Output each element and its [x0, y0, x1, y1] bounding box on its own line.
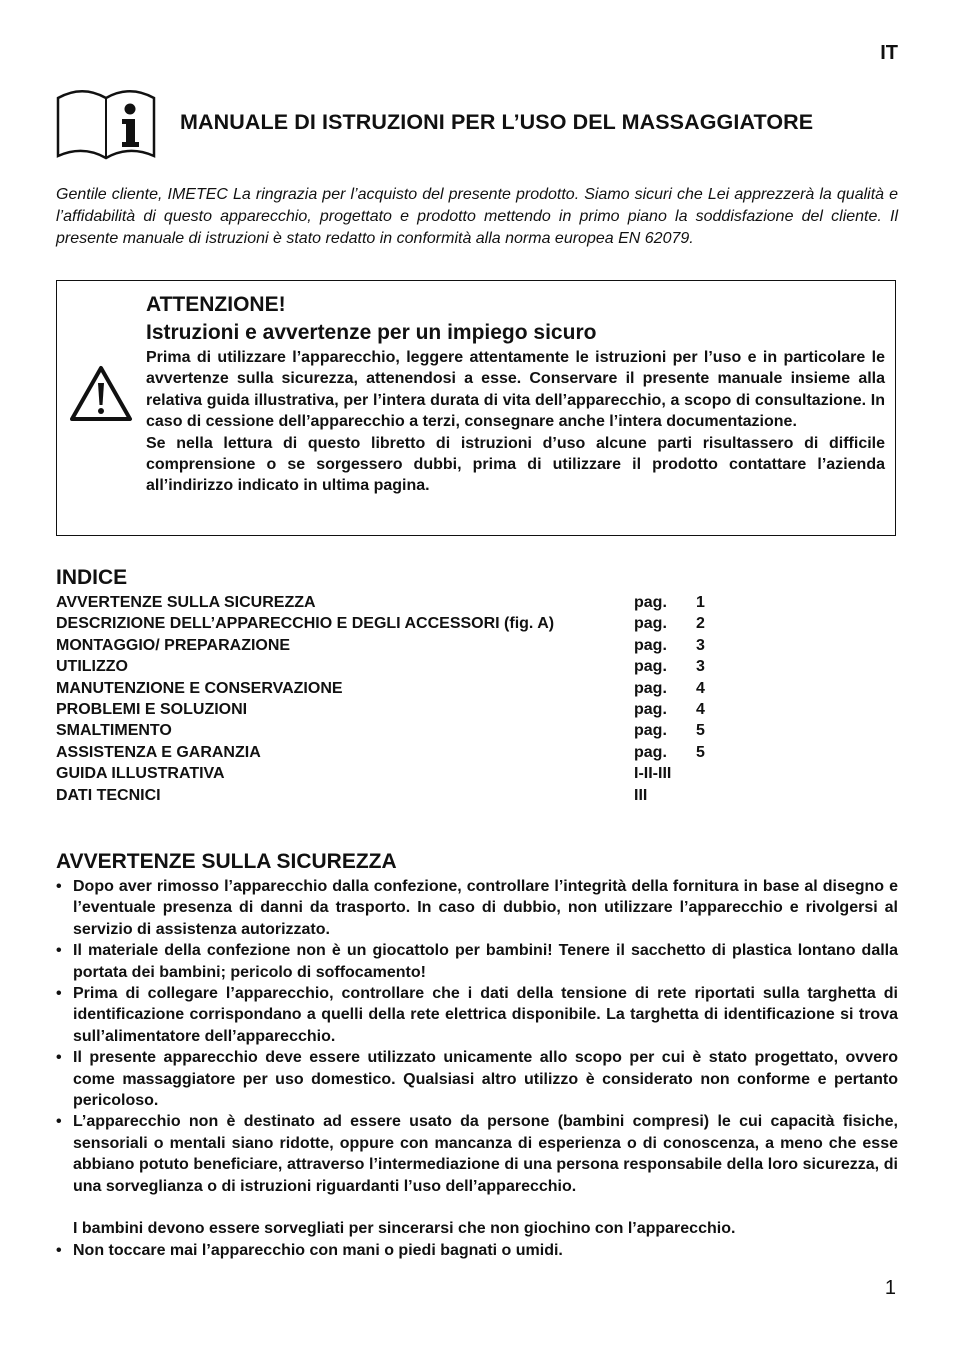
- index-entry-pag: III: [634, 786, 648, 804]
- safety-list: [56, 876, 898, 1261]
- manual-title: MANUALE DI ISTRUZIONI PER L’USO DEL MASSAGGIATORE: [180, 109, 814, 134]
- index-entry-pag: pag.: [634, 636, 667, 654]
- index-section: [56, 564, 756, 806]
- bullet-icon: •: [56, 1113, 62, 1131]
- index-title: INDICE: [56, 566, 128, 589]
- bullet-icon: •: [56, 942, 62, 960]
- warning-paragraph: Prima di utilizzare l’apparecchio, leggere attentamente le istruzioni per l’uso e in particolare le avvertenze sulla sicurezza, attenendosi a esse. Conservare il presente manuale insieme alla relativa guida illustrativa, per l’intera durata di vita dell’apparecchio, a scopo di consultazione. In caso di cessione dell’apparecchio a terzi, consegnare anche l’intera documentazione.: [146, 349, 885, 431]
- index-entry-page: [696, 763, 736, 784]
- safety-item-text: Dopo aver rimosso l’apparecchio dalla confezione, controllare l’integrità della fornitura in base al disegno e l’eventuale presenza di danni da trasporto. In caso di dubbio, non utilizzare l’apparecchio e rivolgersi al servizio di assistenza autorizzato.: [73, 878, 898, 938]
- index-entry-label: UTILIZZO: [56, 658, 128, 676]
- index-entry: [56, 656, 756, 677]
- index-entry: [56, 785, 756, 806]
- index-entry-pag: pag.: [634, 594, 667, 611]
- index-entry-label: AVVERTENZE SULLA SICUREZZA: [56, 594, 316, 611]
- warning-triangle-icon: [69, 365, 133, 423]
- index-entry-label: DESCRIZIONE DELL’APPARECCHIO E DEGLI ACCESSORI (fig. A): [56, 615, 555, 633]
- index-entry-label: GUIDA ILLUSTRATIVA: [56, 765, 225, 783]
- index-entry-pag: pag.: [634, 743, 667, 761]
- bullet-icon: •: [56, 985, 62, 1003]
- index-entry-page: 2: [696, 615, 705, 633]
- index-entry: [56, 678, 756, 699]
- index-entry-page: 4: [696, 679, 705, 697]
- intro-paragraph: Gentile cliente, IMETEC La ringrazia per l’acquisto del presente prodotto. Siamo sicuri che Lei apprezzerà la qualità e l’affidabilità di questo apparecchio, progettato e prodotto mettendo in primo piano la soddisfazione del cliente. Il presente manuale di istruzioni è stato redatto in conformità alla norma europea EN 62079.: [56, 186, 898, 247]
- safety-item-text: Non toccare mai l’apparecchio con mani o piedi bagnati o umidi.: [73, 1241, 563, 1259]
- safety-item-note: I bambini devono essere sorvegliati per sincerarsi che non giochino con l’apparecchio.: [73, 1220, 736, 1238]
- bullet-icon: •: [56, 1049, 62, 1067]
- safety-item: [56, 876, 898, 940]
- warning-box: [56, 280, 896, 536]
- safety-item: [56, 1047, 898, 1111]
- manual-info-icon: [56, 84, 156, 160]
- safety-item: [56, 1240, 898, 1261]
- index-entry-pag: pag.: [634, 679, 667, 697]
- index-entry-page: 5: [696, 743, 705, 761]
- index-entry-page: 3: [696, 636, 705, 654]
- index-entry-label: MONTAGGIO/ PREPARAZIONE: [56, 636, 291, 654]
- index-entry-page: 4: [696, 701, 705, 719]
- safety-item-text: Il materiale della confezione non è un giocattolo per bambini! Tenere il sacchetto di plastica lontano dalla portata dei bambini; pericolo di soffocamento!: [73, 942, 898, 981]
- language-code: IT: [880, 42, 898, 64]
- safety-title: AVVERTENZE SULLA SICUREZZA: [56, 850, 397, 873]
- index-entry: [56, 635, 756, 656]
- index-entry-page: 5: [696, 722, 705, 740]
- safety-item-text: Prima di collegare l’apparecchio, controllare che i dati della tensione di rete riportati sulla targhetta di identificazione corrispondano a quelli della rete elettrica disponibile. La targhetta di identificazione si trova sull’alimentatore dell’apparecchio.: [73, 985, 898, 1045]
- safety-item: [56, 940, 898, 983]
- safety-item-text: L’apparecchio non è destinato ad essere usato da persone (bambini compresi) le cui capacità fisiche, sensoriali o mentali siano ridotte, oppure con mancanza di esperienza o di conoscenza, a meno che esse abbiano potuto beneficiare, attraverso l’intermediazione di una persona responsabile della loro sicurezza, di una sorveglianza o di istruzioni riguardanti l’uso dell’apparecchio.: [73, 1113, 898, 1195]
- index-entry: [56, 742, 756, 763]
- index-entry-pag: pag.: [634, 701, 667, 719]
- warning-paragraph: Se nella lettura di questo libretto di istruzioni d’uso alcune parti risultassero di difficile comprensione o se sorgessero dubbi, prima di utilizzare il prodotto contattare l’azienda all’indirizzo indicato in ultima pagina.: [146, 434, 885, 495]
- index-entry-page: 1: [696, 594, 705, 611]
- warning-subtitle: Istruzioni e avvertenze per un impiego sicuro: [146, 321, 597, 344]
- index-entry-label: DATI TECNICI: [56, 786, 161, 804]
- safety-item: [56, 1111, 898, 1239]
- warning-title: ATTENZIONE!: [146, 293, 286, 316]
- bullet-icon: •: [56, 1241, 62, 1259]
- index-entry: [56, 720, 756, 741]
- index-entry-page: 3: [696, 658, 705, 676]
- manual-header: [56, 84, 898, 160]
- safety-section: [56, 848, 898, 1261]
- safety-item-text: Il presente apparecchio deve essere utilizzato unicamente allo scopo per cui è stato progettato, ovvero come massaggiatore per uso domestico. Qualsiasi altro utilizzo è considerato non conforme e pertanto pericoloso.: [73, 1049, 898, 1110]
- index-entry-label: ASSISTENZA E GARANZIA: [56, 743, 261, 761]
- index-entry: [56, 763, 756, 784]
- index-entry: [56, 699, 756, 720]
- index-entry-label: PROBLEMI E SOLUZIONI: [56, 701, 248, 719]
- index-entry: [56, 592, 756, 613]
- index-entry-pag: pag.: [634, 615, 667, 633]
- index-entry-pag: I-II-III: [634, 765, 672, 783]
- index-entry-label: SMALTIMENTO: [56, 722, 172, 740]
- index-entry-pag: pag.: [634, 722, 667, 740]
- page-number: 1: [884, 1277, 896, 1299]
- safety-item: [56, 983, 898, 1047]
- index-entry: [56, 613, 756, 634]
- index-entry-label: MANUTENZIONE E CONSERVAZIONE: [56, 679, 343, 697]
- bullet-icon: •: [56, 878, 62, 895]
- index-list: [56, 592, 756, 806]
- index-entry-pag: pag.: [634, 658, 667, 676]
- index-entry-page: [696, 785, 736, 806]
